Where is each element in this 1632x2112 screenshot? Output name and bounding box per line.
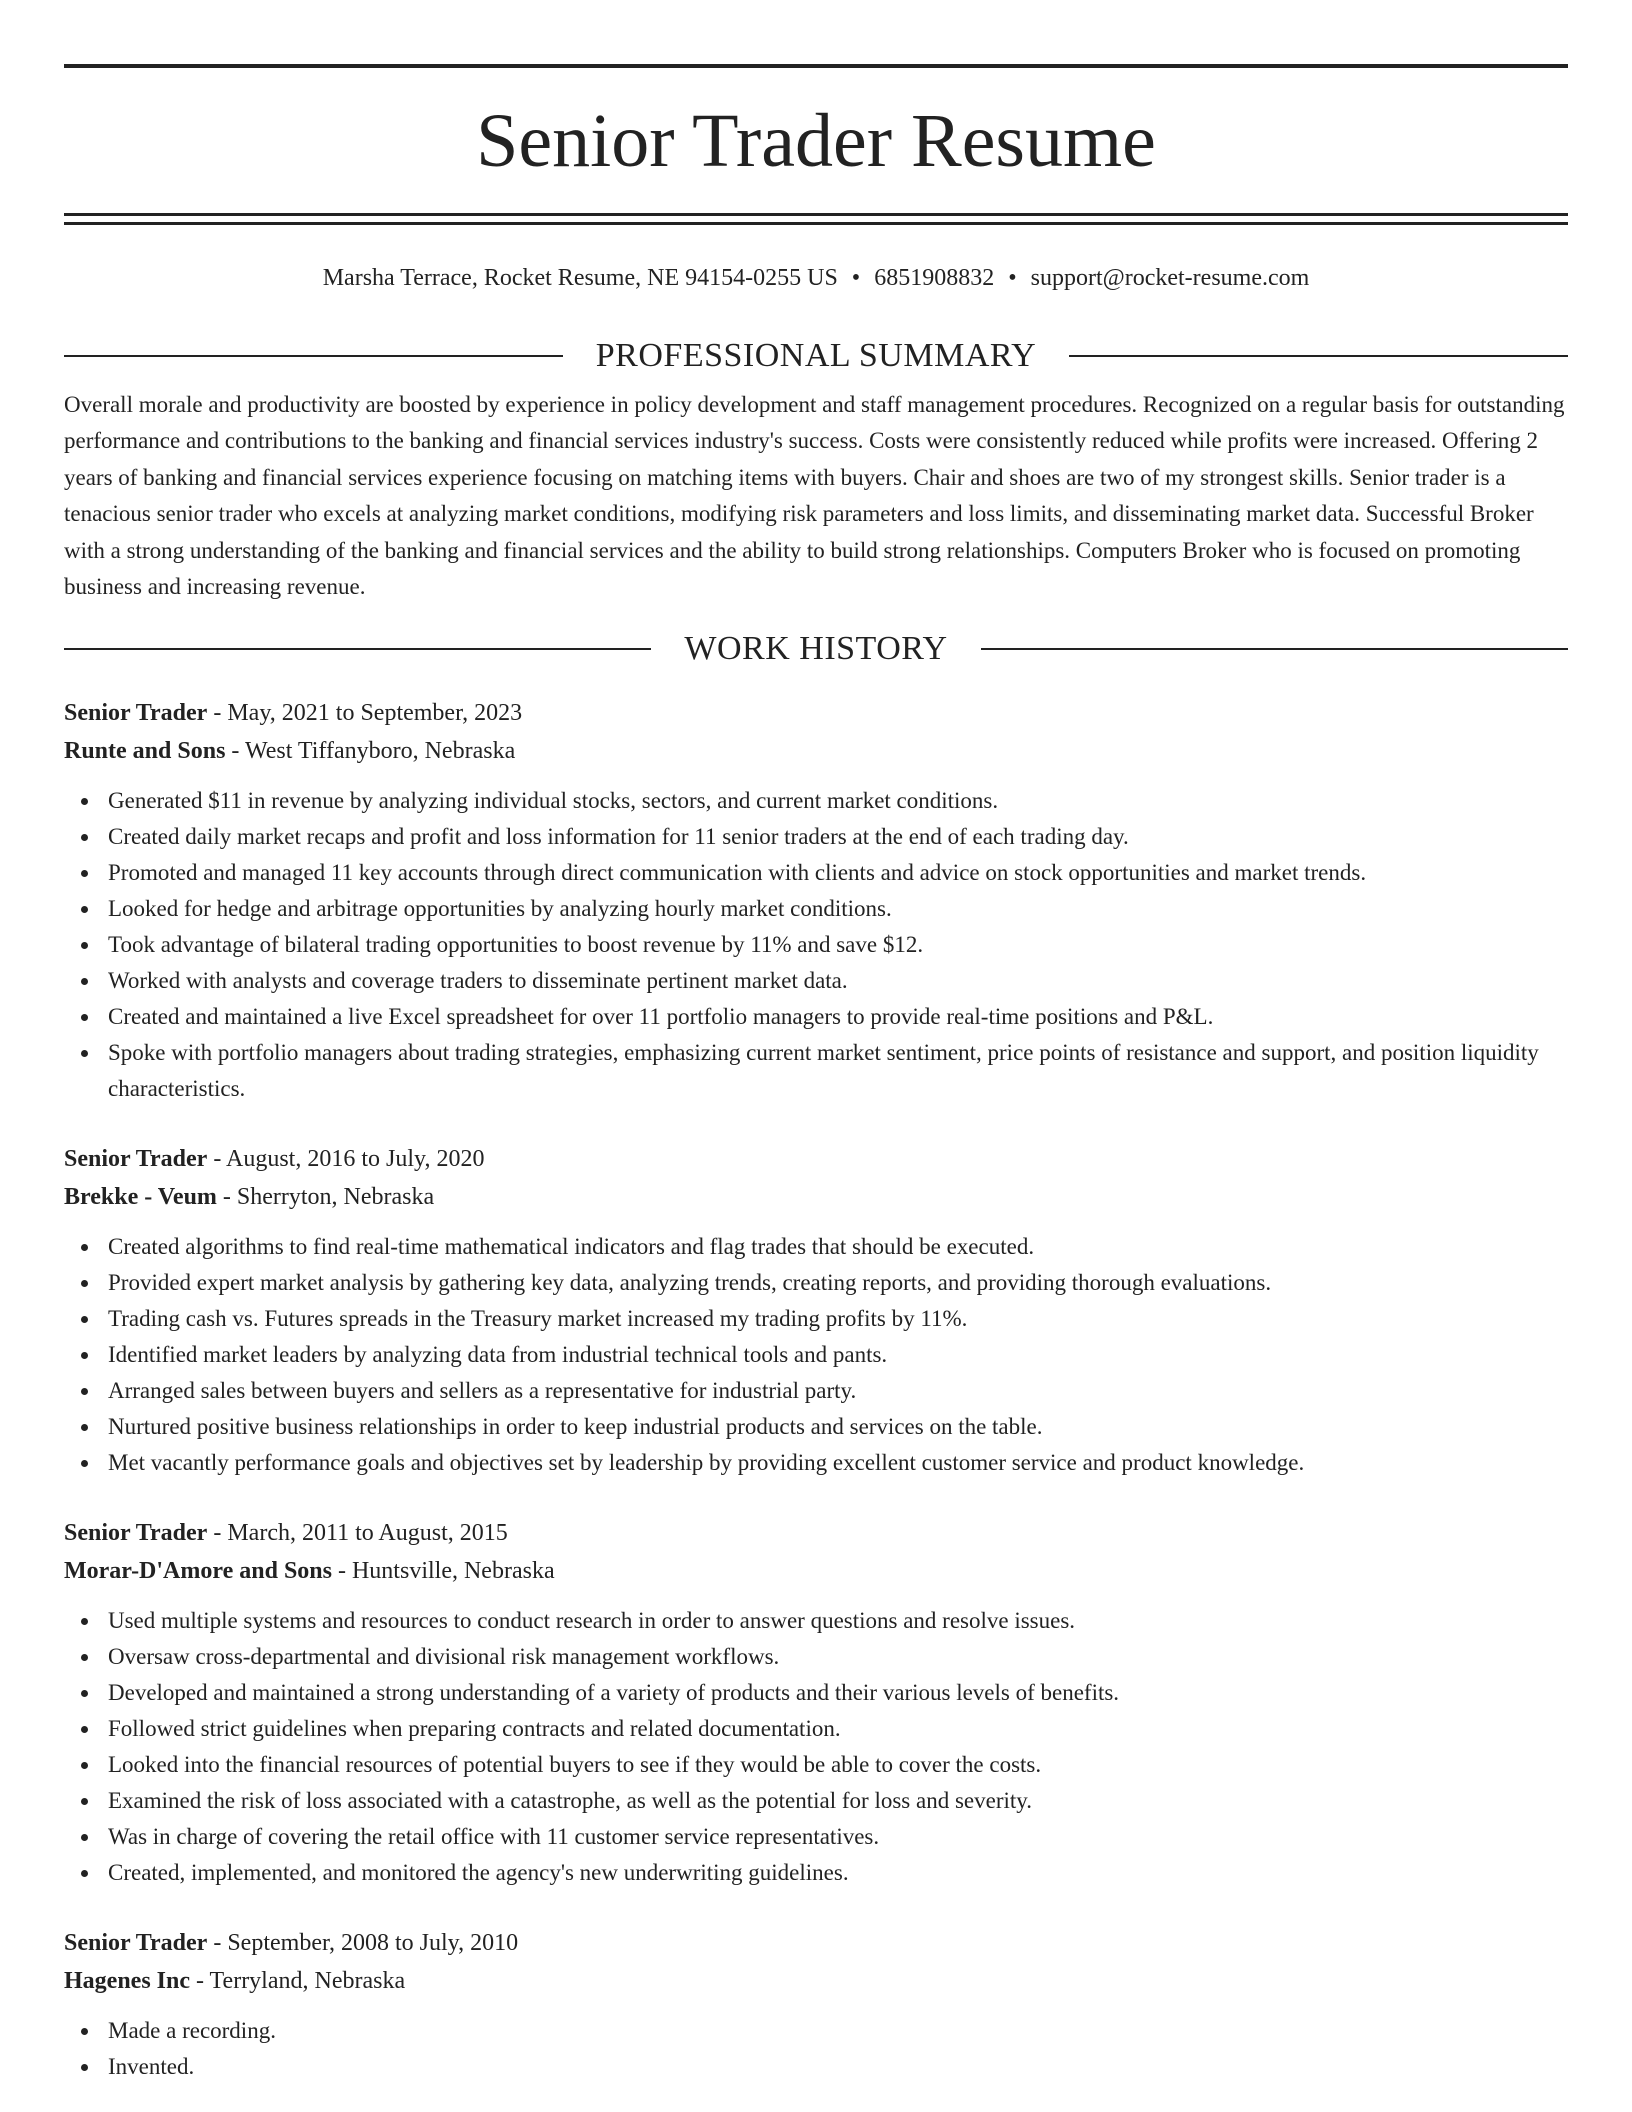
section-heading-work-history [64,627,1568,671]
job-bullets [64,2013,1568,2085]
title-double-rule [64,213,1568,225]
job-company: Runte and Sons [64,738,226,765]
contact-email: support@rocket-resume.com [1030,265,1310,291]
job-entry [64,1514,1568,1891]
job-bullet: Nurtured positive business relationships in order to keep industrial products and services on the table. [64,1409,1568,1445]
heading-rule-right [1069,355,1568,357]
top-rule [64,64,1568,68]
job-bullet: Oversaw cross-departmental and divisional risk management workflows. [64,1639,1568,1675]
job-company-line [64,1962,1568,2000]
job-bullet: Looked for hedge and arbitrage opportunities by analyzing hourly market conditions. [64,891,1568,927]
heading-rule-left [64,648,651,650]
work-history-list [64,694,1568,2085]
job-dates: - August, 2016 to July, 2020 [207,1146,485,1173]
section-heading-summary [64,334,1568,378]
resume-title: Senior Trader Resume [476,99,1156,183]
section-title: WORK HISTORY [684,630,948,668]
job-company-line [64,732,1568,770]
contact-address: Marsha Terrace, Rocket Resume, NE 94154-0255 US [322,265,838,291]
job-bullet: Created, implemented, and monitored the agency's new underwriting guidelines. [64,1855,1568,1891]
job-bullet: Used multiple systems and resources to conduct research in order to answer questions and resolve issues. [64,1603,1568,1639]
job-bullet: Worked with analysts and coverage traders to disseminate pertinent market data. [64,963,1568,999]
job-title: Senior Trader [64,1520,208,1547]
job-bullets [64,1603,1568,1891]
job-bullet: Provided expert market analysis by gathering key data, analyzing trends, creating reports, and providing thorough evaluations. [64,1265,1568,1301]
job-bullet: Promoted and managed 11 key accounts through direct communication with clients and advice on stock opportunities and market trends. [64,855,1568,891]
heading-rule-left [64,355,563,357]
job-location: - Sherryton, Nebraska [216,1184,435,1211]
job-title: Senior Trader [64,1930,208,1957]
summary-text: Overall morale and productivity are boosted by experience in policy development and staff management procedures. Recognized on a regular basis for outstanding performance and contributions to the banking and financial services industry's success. Costs were consistently reduced while profits were increased. Offering 2 years of banking and financial services experience focusing on matching items with buyers. Chair and shoes are two of my strongest skills. Senior trader is a tenacious senior trader who excels at analyzing market conditions, modifying risk parameters and loss limits, and disseminating market data. Successful Broker with a strong understanding of the banking and financial services and the ability to build strong relationships. Computers Broker who is focused on promoting business and increasing revenue. [64,392,1565,600]
job-bullet: Spoke with portfolio managers about trading strategies, emphasizing current market sentiment, price points of resistance and support, and position liquidity characteristics. [64,1035,1568,1107]
job-bullet: Met vacantly performance goals and objectives set by leadership by providing excellent customer service and product knowledge. [64,1445,1568,1481]
job-title-line [64,1924,1568,1962]
job-title-line [64,1140,1568,1178]
job-company: Brekke - Veum [64,1184,217,1211]
job-bullet: Created and maintained a live Excel spreadsheet for over 11 portfolio managers to provide real-time positions and P&L. [64,999,1568,1035]
job-entry [64,1924,1568,2085]
contact-separator: • [1008,265,1017,291]
job-bullets [64,1229,1568,1481]
job-bullet: Created algorithms to find real-time mathematical indicators and flag trades that should be executed. [64,1229,1568,1265]
job-bullet: Invented. [64,2049,1568,2085]
contact-line [64,263,1568,293]
job-company: Morar-D'Amore and Sons [64,1558,332,1585]
resume-page [64,64,1568,2085]
job-bullet: Looked into the financial resources of potential buyers to see if they would be able to cover the costs. [64,1747,1568,1783]
job-bullet: Followed strict guidelines when preparing contracts and related documentation. [64,1711,1568,1747]
section-title: PROFESSIONAL SUMMARY [595,337,1037,374]
job-title-line [64,694,1568,732]
job-bullet: Examined the risk of loss associated with a catastrophe, as well as the potential for loss and severity. [64,1783,1568,1819]
job-dates: - September, 2008 to July, 2010 [207,1930,519,1957]
job-company-line [64,1552,1568,1590]
job-title-line [64,1514,1568,1552]
job-bullets [64,783,1568,1107]
job-company: Hagenes Inc [64,1968,190,1995]
job-dates: - March, 2011 to August, 2015 [207,1520,508,1547]
job-location: - Terryland, Nebraska [190,1968,406,1995]
job-bullet: Trading cash vs. Futures spreads in the Treasury market increased my trading profits by 11%. [64,1301,1568,1337]
job-location: - Huntsville, Nebraska [331,1558,555,1585]
job-bullet: Was in charge of covering the retail office with 11 customer service representatives. [64,1819,1568,1855]
contact-separator: • [851,265,861,291]
job-bullet: Arranged sales between buyers and sellers as a representative for industrial party. [64,1373,1568,1409]
job-bullet: Took advantage of bilateral trading opportunities to boost revenue by 11% and save $12. [64,927,1568,963]
job-bullet: Made a recording. [64,2013,1568,2049]
job-entry [64,694,1568,1107]
heading-rule-right [981,648,1568,650]
job-bullet: Identified market leaders by analyzing data from industrial technical tools and pants. [64,1337,1568,1373]
contact-phone: 6851908832 [874,265,995,291]
job-company-line [64,1178,1568,1216]
job-dates: - May, 2021 to September, 2023 [207,700,523,727]
job-bullet: Developed and maintained a strong understanding of a variety of products and their various levels of benefits. [64,1675,1568,1711]
job-bullet: Generated $11 in revenue by analyzing individual stocks, sectors, and current market conditions. [64,783,1568,819]
job-title: Senior Trader [64,700,208,727]
job-entry [64,1140,1568,1481]
job-location: - West Tiffanyboro, Nebraska [225,738,516,765]
job-title: Senior Trader [64,1146,208,1173]
job-bullet: Created daily market recaps and profit and loss information for 11 senior traders at the end of each trading day. [64,819,1568,855]
